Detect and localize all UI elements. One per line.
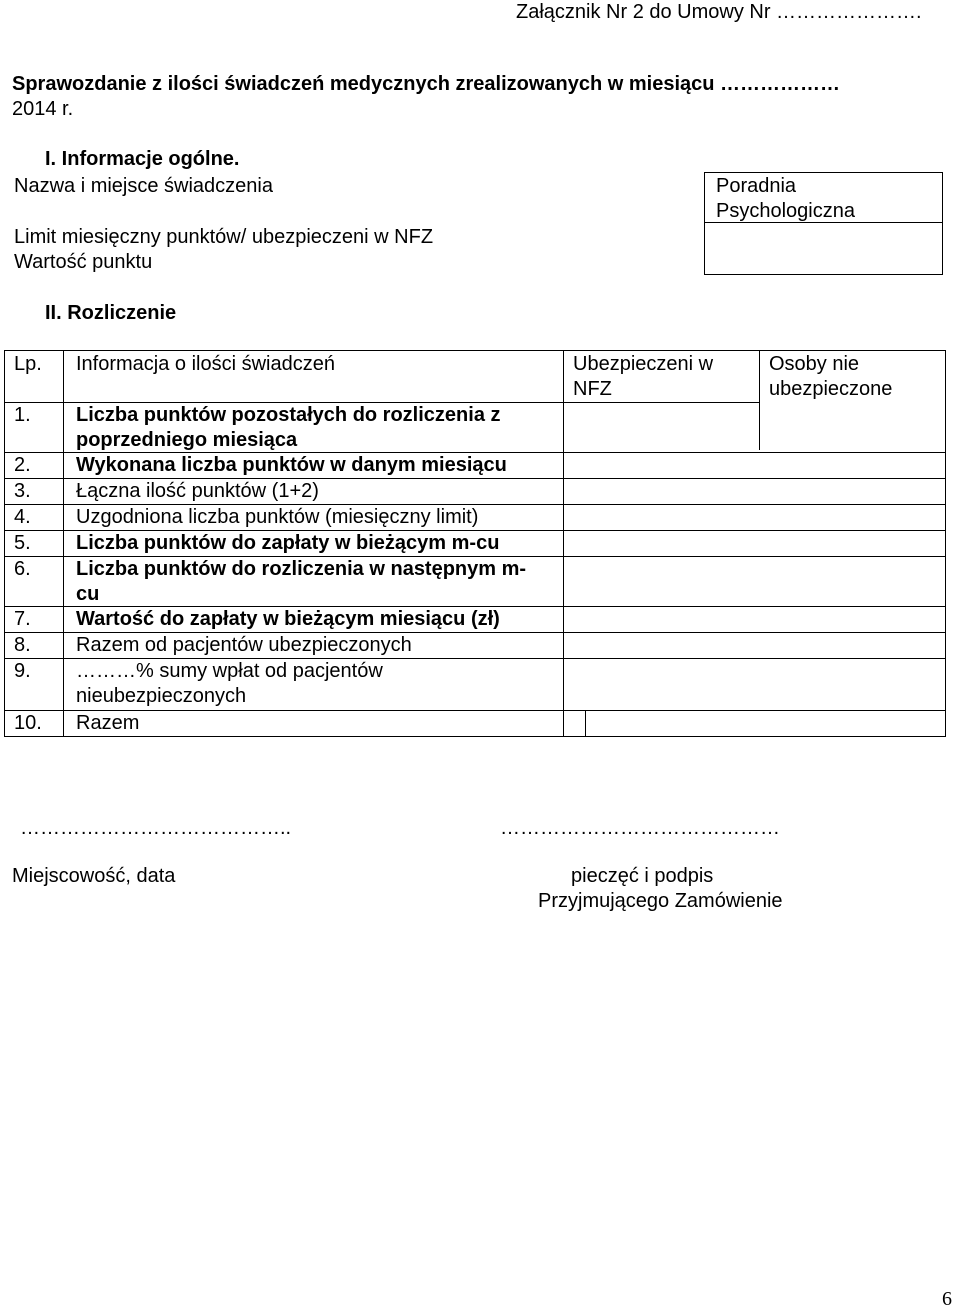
column-header-insured-line2: NFZ bbox=[573, 378, 612, 400]
row-3-lp: 3. bbox=[14, 480, 31, 502]
table-rule-9 bbox=[4, 710, 946, 711]
row-6-lp: 6. bbox=[14, 558, 31, 580]
column-header-uninsured-line2: ubezpieczone bbox=[769, 378, 893, 400]
table-rule-bottom bbox=[4, 736, 946, 737]
report-title-line2: 2014 r. bbox=[12, 98, 74, 120]
table-border-col2 bbox=[563, 350, 564, 736]
table-border-left bbox=[4, 350, 5, 736]
section2-heading bbox=[45, 301, 176, 326]
row-2-lp: 2. bbox=[14, 454, 31, 476]
table-border-right-lower bbox=[945, 400, 946, 736]
place-date-label: Miejscowość, data bbox=[12, 865, 176, 887]
row-9-lp: 9. bbox=[14, 660, 31, 682]
row-9-text: ………% sumy wpłat od pacjentów nieubezpieczonych bbox=[76, 660, 383, 707]
row-5-lp: 5. bbox=[14, 532, 31, 554]
place-date-dotted-line: ………………………………….. bbox=[20, 817, 292, 839]
row-4-lp: 4. bbox=[14, 506, 31, 528]
table-border-col3 bbox=[759, 350, 760, 450]
row-1-text: Liczba punktów pozostałych do rozliczenia z poprzedniego miesiąca bbox=[76, 404, 501, 451]
section2-heading-text: II. Rozliczenie bbox=[45, 302, 177, 324]
section1-heading-text: I. Informacje ogólne. bbox=[45, 148, 240, 170]
page-number: 6 bbox=[942, 1288, 952, 1310]
general-info-label-limit: Limit miesięczny punktów/ ubezpieczeni w NFZ bbox=[14, 226, 434, 248]
table-border-right bbox=[945, 350, 946, 400]
row-1-lp: 1. bbox=[14, 404, 31, 426]
section1-heading bbox=[45, 147, 239, 172]
report-title-line1: Sprawozdanie z ilości świadczeń medycznych zrealizowanych w miesiącu ……………… bbox=[12, 73, 841, 95]
row-8-text: Razem od pacjentów ubezpieczonych bbox=[76, 634, 412, 656]
column-header-uninsured-line1: Osoby nie bbox=[769, 353, 860, 375]
general-info-label-name: Nazwa i miejsce świadczenia bbox=[14, 175, 273, 197]
column-header-lp: Lp. bbox=[14, 353, 42, 375]
row-4-text: Uzgodniona liczba punktów (miesięczny limit) bbox=[76, 506, 479, 528]
row-10-lp: 10. bbox=[14, 712, 42, 734]
column-header-info: Informacja o ilości świadczeń bbox=[76, 353, 335, 375]
row-7-text: Wartość do zapłaty w bieżącym miesiącu (zł) bbox=[76, 608, 500, 630]
general-info-label-point-value: Wartość punktu bbox=[14, 251, 153, 273]
contractor-label: Przyjmującego Zamówienie bbox=[538, 890, 783, 912]
annex-reference: Załącznik Nr 2 do Umowy Nr …………………. bbox=[516, 1, 922, 23]
table-border-col1 bbox=[63, 350, 64, 736]
row-8-lp: 8. bbox=[14, 634, 31, 656]
signature-dotted-line: …………………………………… bbox=[500, 817, 780, 839]
row-6-text: Liczba punktów do rozliczenia w następnym m-cu bbox=[76, 558, 527, 605]
column-header-insured-line1: Ubezpieczeni w bbox=[573, 353, 714, 375]
row-7-lp: 7. bbox=[14, 608, 31, 630]
row-10-text: Razem bbox=[76, 712, 140, 734]
row-3-text: Łączna ilość punktów (1+2) bbox=[76, 480, 319, 502]
table-border-row10-col bbox=[585, 710, 586, 736]
row-2-text: Wykonana liczba punktów w danym miesiącu bbox=[76, 454, 507, 476]
general-info-value-line1: Poradnia bbox=[716, 175, 797, 197]
general-info-value-line2: Psychologiczna bbox=[716, 200, 855, 222]
table-rule-top bbox=[4, 350, 946, 351]
row-5-text: Liczba punktów do zapłaty w bieżącym m-cu bbox=[76, 532, 500, 554]
stamp-signature-label: pieczęć i podpis bbox=[571, 865, 714, 887]
